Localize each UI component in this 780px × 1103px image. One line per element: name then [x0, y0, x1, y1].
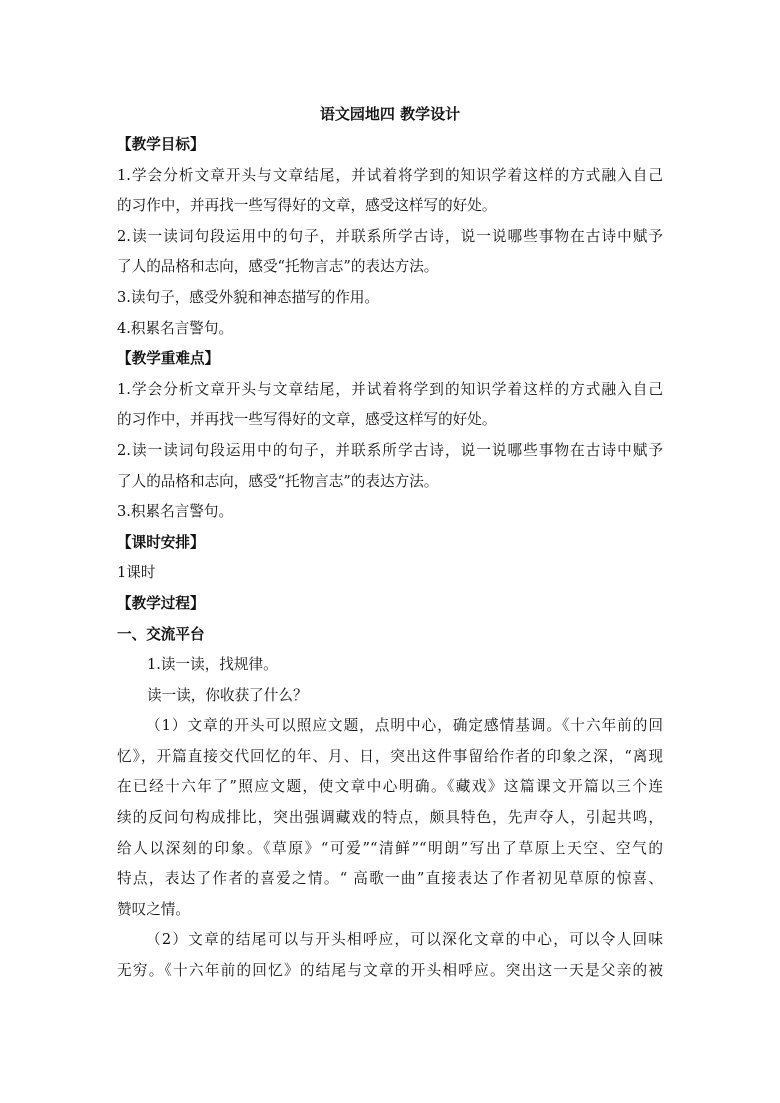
document-page — [117, 99, 663, 987]
key-2-line-2: 了人的品格和志向，感受“托物言志”的表达方法。 — [117, 472, 439, 490]
para-1-line-6: 特点，表达了作者的喜爱之情。“ 高歌一曲”直接表达了作者初见草原的惊喜、 — [117, 870, 663, 888]
document-title: 语文园地四 教学设计 — [319, 105, 461, 123]
goal-1-line-2: 的习作中，并再找一些写得好的文章，感受这样写的好处。 — [117, 197, 497, 215]
part-1-heading: 一、交流平台 — [117, 625, 205, 643]
para-1-line-4: 续的反问句构成排比，突出强调藏戏的特点，颇具特色，先声夺人，引起共鸣， — [117, 809, 663, 827]
para-2-line-1: （2）文章的结尾可以与开头相呼应，可以深化文章的中心，可以令人回味 — [146, 931, 663, 949]
key-3: 3.积累名言警句。 — [117, 503, 234, 521]
para-1-line-7: 赞叹之情。 — [117, 900, 190, 918]
goal-2-line-2: 了人的品格和志向，感受“托物言志”的表达方法。 — [117, 258, 439, 276]
key-1-line-2: 的习作中，并再找一些写得好的文章，感受这样写的好处。 — [117, 411, 497, 429]
section-heading-process: 【教学过程】 — [117, 594, 205, 612]
key-1-line-1: 1.学会分析文章开头与文章结尾，并试着将学到的知识学着这样的方式融入自己 — [117, 380, 663, 398]
section-heading-schedule: 【课时安排】 — [117, 533, 205, 551]
step-1: 1.读一读，找规律。 — [147, 656, 278, 674]
key-2-line-1: 2.读一读词句段运用中的句子，并联系所学古诗，说一说哪些事物在古诗中赋予 — [117, 441, 663, 459]
para-1-line-3: 在已经十六年了”照应文题，使文章中心明确。《藏戏》这篇课文开篇以三个连 — [117, 778, 663, 796]
goal-3: 3.读句子，感受外貌和神态描写的作用。 — [117, 288, 380, 306]
goal-2-line-1: 2.读一读词句段运用中的句子，并联系所学古诗，说一说哪些事物在古诗中赋予 — [117, 227, 663, 245]
para-2-line-2: 无穷。《十六年前的回忆》的结尾与文章的开头相呼应。突出这一天是父亲的被 — [117, 962, 663, 980]
schedule-text: 1课时 — [117, 564, 156, 582]
goal-1-line-1: 1.学会分析文章开头与文章结尾，并试着将学到的知识学着这样的方式融入自己 — [117, 166, 663, 184]
para-1-line-2: 忆》，开篇直接交代回忆的年、月、日，突出这件事留给作者的印象之深，“离现 — [117, 747, 663, 765]
section-heading-goals: 【教学目标】 — [117, 136, 205, 153]
section-heading-key-points: 【教学重难点】 — [117, 350, 220, 368]
para-1-line-1: （1）文章的开头可以照应文题，点明中心，确定感情基调。《十六年前的回 — [146, 717, 663, 735]
goal-4: 4.积累名言警句。 — [117, 319, 234, 337]
step-1-question: 读一读，你收获了什么？ — [147, 686, 308, 704]
para-1-line-5: 给人以深刻的印象。《草原》“可爱”“清鲜”“明朗”写出了草原上天空、空气的 — [117, 839, 663, 857]
